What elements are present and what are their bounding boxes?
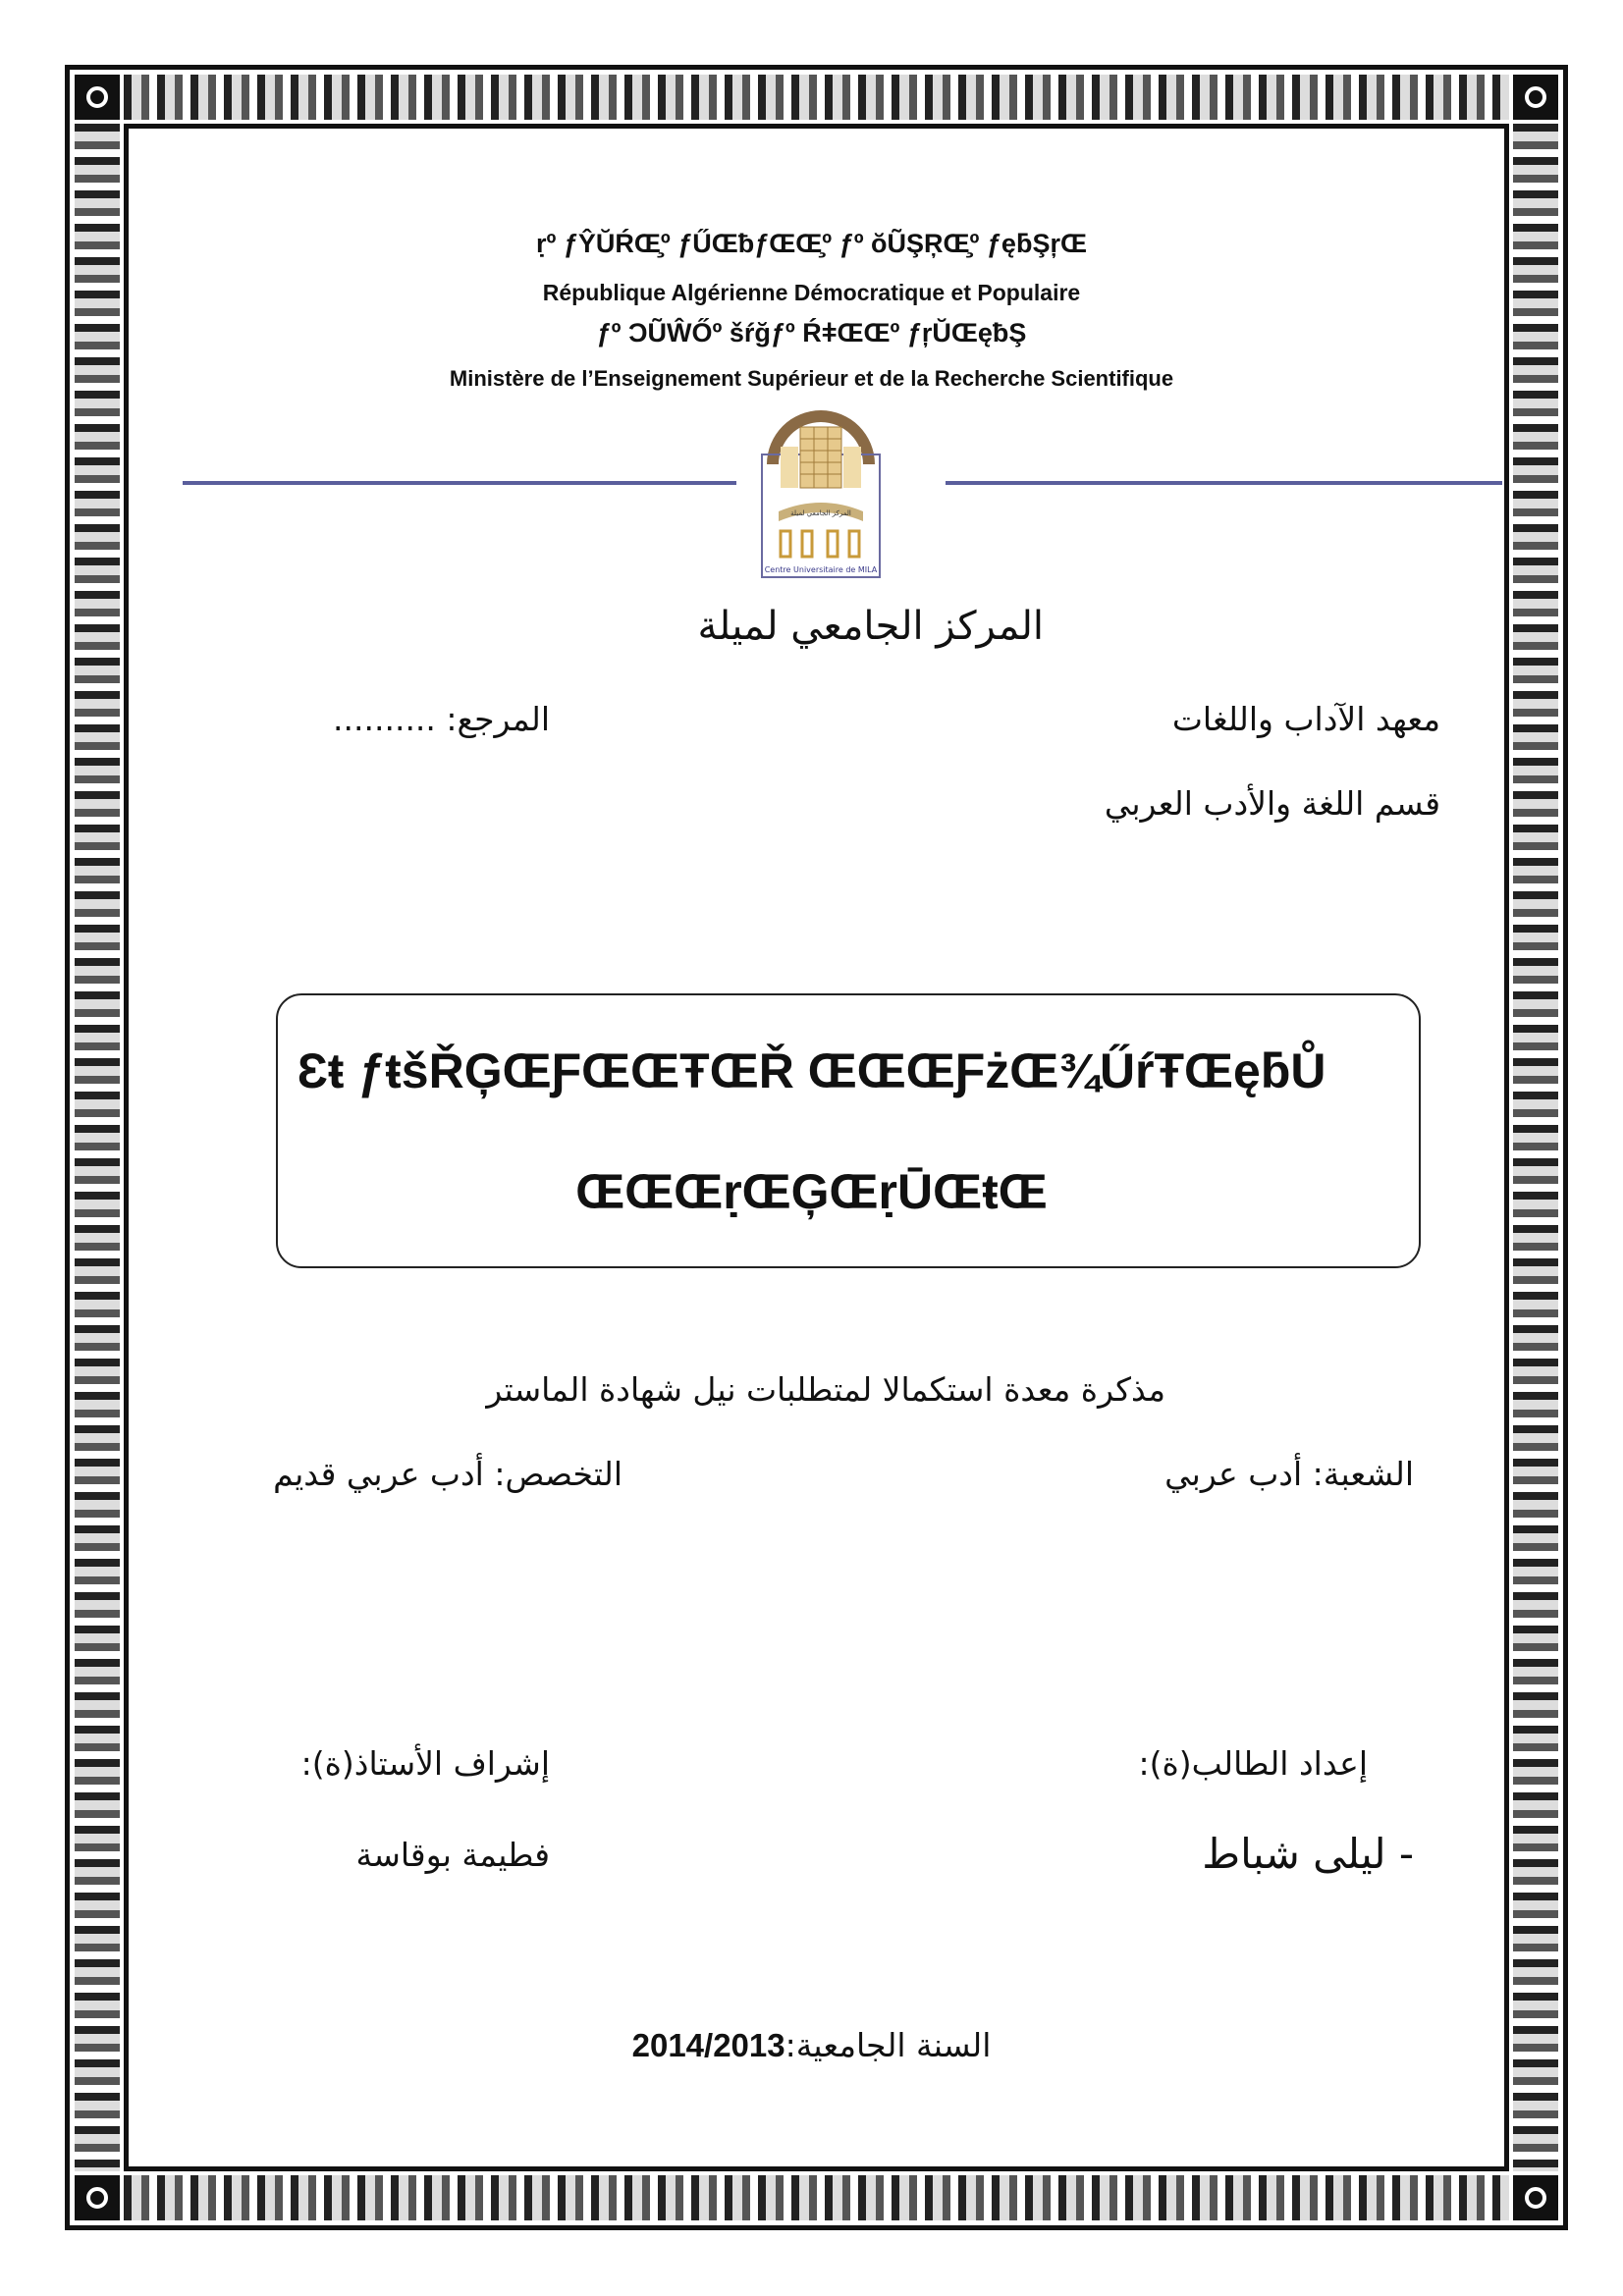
- corner-ornament-icon: [1513, 75, 1558, 120]
- decorative-border-top: [124, 75, 1509, 120]
- student-label: إعداد الطالب(ة):: [1138, 1744, 1368, 1783]
- thesis-title-line2: ŒŒŒṛŒĢŒṛŪŒŧŒ: [575, 1164, 1048, 1219]
- decorative-border-bottom: [124, 2175, 1509, 2220]
- thesis-title-box: [276, 993, 1421, 1268]
- header-separator-right: [946, 481, 1502, 485]
- specialty: التخصص: أدب عربي قديم: [273, 1455, 622, 1493]
- corner-ornament-icon: [1513, 2175, 1558, 2220]
- logo-caption: Centre Universitaire de MILA: [764, 565, 878, 574]
- corner-ornament-icon: [75, 75, 120, 120]
- department-name: قسم اللغة والأدب العربي: [1104, 784, 1440, 823]
- republic-title-arabic: ṛº ƒŶŬŔŒ̧º ƒŰŒƀƒŒŒ̧º ƒº ŏŨŞŖŒ̧º ƒęƃŞŗŒ: [536, 229, 1087, 258]
- ministry-title-arabic: ƒº ƆŨŴŐº šŕğƒº ŔǂŒŒº ƒŗŬŒęƀŞ: [596, 318, 1027, 347]
- decorative-border-left: [75, 124, 120, 2171]
- memo-purpose: مذكرة معدة استكمالا لمتطلبات نيل شهادة الماستر: [486, 1370, 1165, 1409]
- academic-year-label: السنة الجامعية:: [784, 2026, 992, 2064]
- university-logo: [759, 405, 883, 582]
- ministry-title-french: Ministère de l’Enseignement Supérieur et de la Recherche Scientifique: [449, 366, 1174, 391]
- corner-ornament-icon: [75, 2175, 120, 2220]
- academic-year: [0, 2026, 1623, 2064]
- thesis-title-line1: Ɛŧ ƒŧšŘĢŒƑŒŒŦŒŘ ŒŒŒƑżŒ¾ŰŕŦŒęƃŮ: [297, 1043, 1326, 1098]
- logo-inscription: المركز الجامعي لميلة: [790, 509, 851, 517]
- decorative-border-right: [1513, 124, 1558, 2171]
- supervisor-name: فطيمة بوقاسة: [355, 1836, 550, 1874]
- header-separator-left: [183, 481, 736, 485]
- institute-name: معهد الآداب واللغات: [1171, 700, 1440, 738]
- republic-title-french: République Algérienne Démocratique et Populaire: [542, 280, 1081, 305]
- supervisor-label: إشراف الأستاذ(ة):: [300, 1744, 550, 1783]
- reference-number: المرجع: ..........: [333, 700, 550, 738]
- student-name: - ليلى شباط: [1202, 1830, 1414, 1878]
- center-name: المركز الجامعي لميلة: [697, 604, 1044, 649]
- branch: الشعبة: أدب عربي: [1164, 1455, 1414, 1493]
- academic-year-value: 2014/2013: [631, 2027, 785, 2063]
